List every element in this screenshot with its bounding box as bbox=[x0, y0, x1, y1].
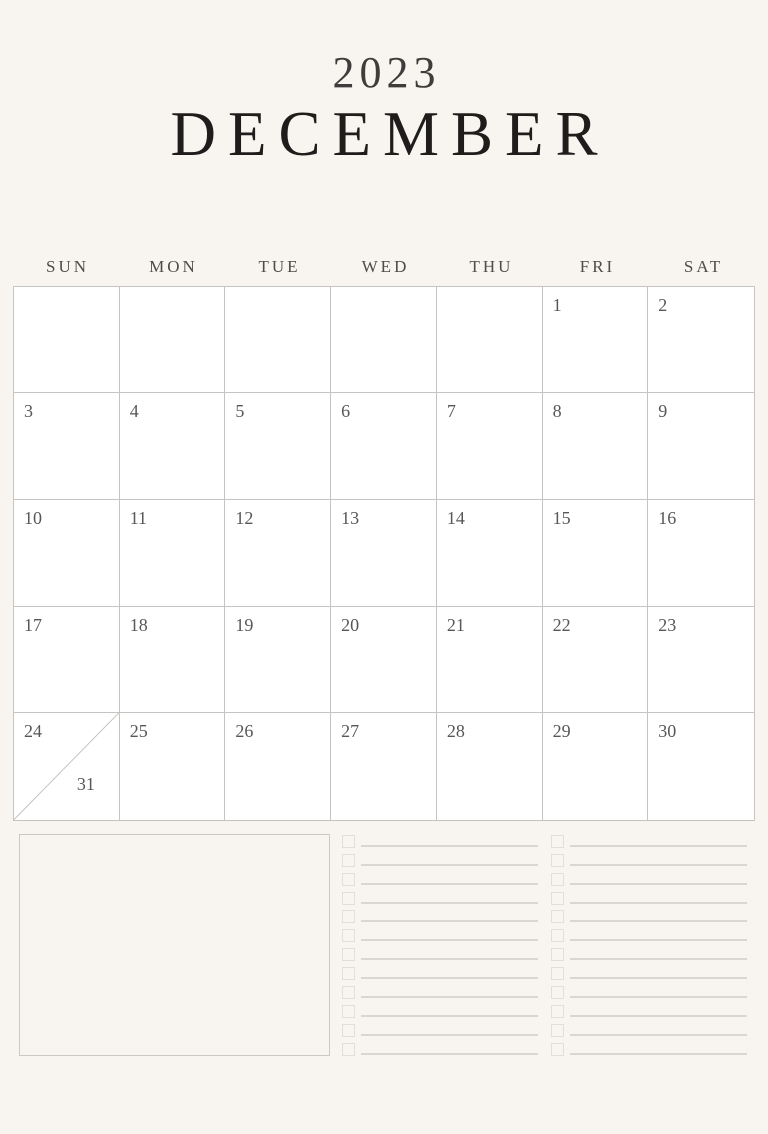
checkbox[interactable] bbox=[551, 1024, 564, 1037]
checklist-line bbox=[361, 902, 538, 904]
checkbox[interactable] bbox=[342, 948, 355, 961]
weekday-label-wed: WED bbox=[361, 256, 410, 276]
date-number: 11 bbox=[129, 508, 148, 529]
checkbox[interactable] bbox=[551, 948, 564, 961]
checklist-line bbox=[570, 977, 747, 979]
date-number: 26 bbox=[235, 721, 254, 742]
checklist-row bbox=[342, 985, 538, 999]
checklist-line bbox=[361, 977, 538, 979]
checkbox[interactable] bbox=[342, 854, 355, 867]
checklist-row bbox=[342, 891, 538, 905]
checklist-line bbox=[570, 902, 747, 904]
checklist-row bbox=[342, 1023, 538, 1037]
checklist-row bbox=[342, 928, 538, 942]
date-number: 3 bbox=[24, 401, 33, 422]
day-cell-14[interactable] bbox=[437, 500, 543, 607]
day-cell-29[interactable] bbox=[543, 713, 649, 820]
checklist-line bbox=[361, 845, 538, 847]
checklist-line bbox=[570, 1053, 747, 1055]
day-cell-13[interactable] bbox=[331, 500, 437, 607]
checklist-row bbox=[342, 1042, 538, 1056]
day-cell-19[interactable] bbox=[225, 607, 331, 714]
weekday-label-mon: MON bbox=[149, 256, 198, 276]
notes-box[interactable] bbox=[19, 834, 330, 1056]
checklist-line bbox=[361, 1034, 538, 1036]
date-number-secondary: 31 bbox=[76, 774, 95, 795]
checklist-line bbox=[570, 883, 747, 885]
day-cell-10[interactable] bbox=[14, 500, 120, 607]
checklist-line bbox=[361, 864, 538, 866]
day-cell-7[interactable] bbox=[437, 393, 543, 500]
checkbox[interactable] bbox=[551, 986, 564, 999]
date-number: 12 bbox=[235, 508, 254, 529]
checklist-line bbox=[570, 845, 747, 847]
day-cell-1[interactable] bbox=[543, 287, 649, 394]
day-cell-empty bbox=[120, 287, 226, 394]
checklist-line bbox=[570, 939, 747, 941]
checklist-column-2 bbox=[551, 834, 747, 1056]
date-number: 8 bbox=[552, 401, 562, 422]
checkbox[interactable] bbox=[551, 873, 564, 886]
checklist-row bbox=[342, 853, 538, 867]
day-cell-26[interactable] bbox=[225, 713, 331, 820]
checkbox[interactable] bbox=[551, 1005, 564, 1018]
day-cell-28[interactable] bbox=[437, 713, 543, 820]
checkbox[interactable] bbox=[551, 854, 564, 867]
day-cell-27[interactable] bbox=[331, 713, 437, 820]
date-number: 17 bbox=[24, 614, 42, 635]
checkbox[interactable] bbox=[342, 873, 355, 886]
checklist-row bbox=[551, 909, 747, 923]
checkbox[interactable] bbox=[342, 835, 355, 848]
date-number: 24 bbox=[24, 721, 42, 742]
date-number: 6 bbox=[341, 401, 351, 422]
checkbox[interactable] bbox=[551, 1043, 564, 1056]
day-cell-20[interactable] bbox=[331, 607, 437, 714]
day-cell-8[interactable] bbox=[543, 393, 649, 500]
day-cell-2[interactable] bbox=[648, 287, 754, 394]
date-number: 21 bbox=[446, 614, 465, 635]
day-cell-24-31[interactable] bbox=[14, 713, 120, 820]
day-cell-16[interactable] bbox=[648, 500, 754, 607]
checklist-row bbox=[551, 1023, 747, 1037]
day-cell-6[interactable] bbox=[331, 393, 437, 500]
checkbox[interactable] bbox=[342, 986, 355, 999]
day-cell-empty bbox=[331, 287, 437, 394]
weekday-label-sun: SUN bbox=[45, 256, 89, 276]
date-number: 4 bbox=[129, 401, 139, 422]
date-number: 22 bbox=[552, 614, 571, 635]
day-cell-25[interactable] bbox=[120, 713, 226, 820]
day-cell-empty bbox=[225, 287, 331, 394]
checklist-row bbox=[342, 834, 538, 848]
day-cell-5[interactable] bbox=[225, 393, 331, 500]
checkbox[interactable] bbox=[551, 910, 564, 923]
day-cell-22[interactable] bbox=[543, 607, 649, 714]
checklist-row bbox=[551, 947, 747, 961]
day-cell-18[interactable] bbox=[120, 607, 226, 714]
checkbox[interactable] bbox=[342, 892, 355, 905]
checklist-line bbox=[570, 1015, 747, 1017]
checkbox[interactable] bbox=[342, 1043, 355, 1056]
date-number: 20 bbox=[341, 614, 360, 635]
day-cell-3[interactable] bbox=[14, 393, 120, 500]
date-number: 2 bbox=[658, 294, 668, 315]
weekday-label-thu: THU bbox=[469, 256, 514, 276]
day-cell-15[interactable] bbox=[543, 500, 649, 607]
checklist-row bbox=[551, 834, 747, 848]
date-number: 30 bbox=[658, 721, 677, 742]
checklist-line bbox=[361, 883, 538, 885]
checklist-column-1 bbox=[342, 834, 538, 1056]
date-number: 16 bbox=[658, 508, 677, 529]
calendar-year: 2023 bbox=[332, 48, 441, 97]
bottom-section bbox=[19, 834, 747, 1056]
checkbox[interactable] bbox=[342, 967, 355, 980]
day-cell-21[interactable] bbox=[437, 607, 543, 714]
calendar-grid bbox=[13, 286, 755, 821]
date-number: 1 bbox=[552, 294, 562, 315]
day-cell-23[interactable] bbox=[648, 607, 754, 714]
checklist-row bbox=[342, 947, 538, 961]
day-cell-empty bbox=[14, 287, 120, 394]
day-cell-9[interactable] bbox=[648, 393, 754, 500]
checklist-row bbox=[551, 985, 747, 999]
date-number: 25 bbox=[129, 721, 148, 742]
date-number: 14 bbox=[446, 508, 465, 529]
date-number: 27 bbox=[341, 721, 360, 742]
checklist-line bbox=[361, 996, 538, 998]
checklist-row bbox=[551, 928, 747, 942]
checkbox[interactable] bbox=[342, 910, 355, 923]
checklist-row bbox=[551, 872, 747, 886]
date-number: 19 bbox=[235, 614, 254, 635]
day-cell-4[interactable] bbox=[120, 393, 226, 500]
day-cell-empty bbox=[437, 287, 543, 394]
checkbox[interactable] bbox=[342, 929, 355, 942]
checklist-line bbox=[570, 864, 747, 866]
checkbox[interactable] bbox=[551, 892, 564, 905]
date-number: 13 bbox=[341, 508, 360, 529]
day-cell-17[interactable] bbox=[14, 607, 120, 714]
checkbox[interactable] bbox=[342, 1005, 355, 1018]
weekday-label-sat: SAT bbox=[683, 256, 724, 276]
checklist-row bbox=[342, 966, 538, 980]
date-number: 18 bbox=[129, 614, 148, 635]
checklist-row bbox=[551, 1004, 747, 1018]
checklist-line bbox=[570, 996, 747, 998]
date-number: 7 bbox=[446, 401, 456, 422]
checklist-line bbox=[361, 920, 538, 922]
checklist-line bbox=[361, 1053, 538, 1055]
checklist-row bbox=[551, 966, 747, 980]
date-number: 29 bbox=[552, 721, 571, 742]
checkbox[interactable] bbox=[551, 929, 564, 942]
day-cell-11[interactable] bbox=[120, 500, 226, 607]
date-number: 10 bbox=[24, 508, 42, 529]
date-number: 28 bbox=[446, 721, 465, 742]
date-number: 23 bbox=[658, 614, 677, 635]
weekday-header bbox=[13, 255, 755, 279]
checklist-line bbox=[361, 958, 538, 960]
checklist-row bbox=[342, 1004, 538, 1018]
checklist-line bbox=[361, 939, 538, 941]
diagonal-divider bbox=[14, 713, 119, 820]
date-number: 9 bbox=[658, 401, 668, 422]
checklist-row bbox=[551, 1042, 747, 1056]
checklist-line bbox=[570, 958, 747, 960]
checklist-row bbox=[551, 853, 747, 867]
checklist-line bbox=[570, 1034, 747, 1036]
day-cell-30[interactable] bbox=[648, 713, 754, 820]
day-cell-12[interactable] bbox=[225, 500, 331, 607]
checkbox[interactable] bbox=[551, 967, 564, 980]
checklist-row bbox=[551, 891, 747, 905]
weekday-label-tue: TUE bbox=[258, 256, 301, 276]
checkbox[interactable] bbox=[342, 1024, 355, 1037]
weekday-label-fri: FRI bbox=[579, 256, 616, 276]
checklist-row bbox=[342, 872, 538, 886]
date-number: 15 bbox=[552, 508, 571, 529]
calendar-month: DECEMBER bbox=[170, 98, 610, 169]
checklist-row bbox=[342, 909, 538, 923]
checkbox[interactable] bbox=[551, 835, 564, 848]
date-number: 5 bbox=[235, 401, 245, 422]
checklist-line bbox=[361, 1015, 538, 1017]
checklist-line bbox=[570, 920, 747, 922]
